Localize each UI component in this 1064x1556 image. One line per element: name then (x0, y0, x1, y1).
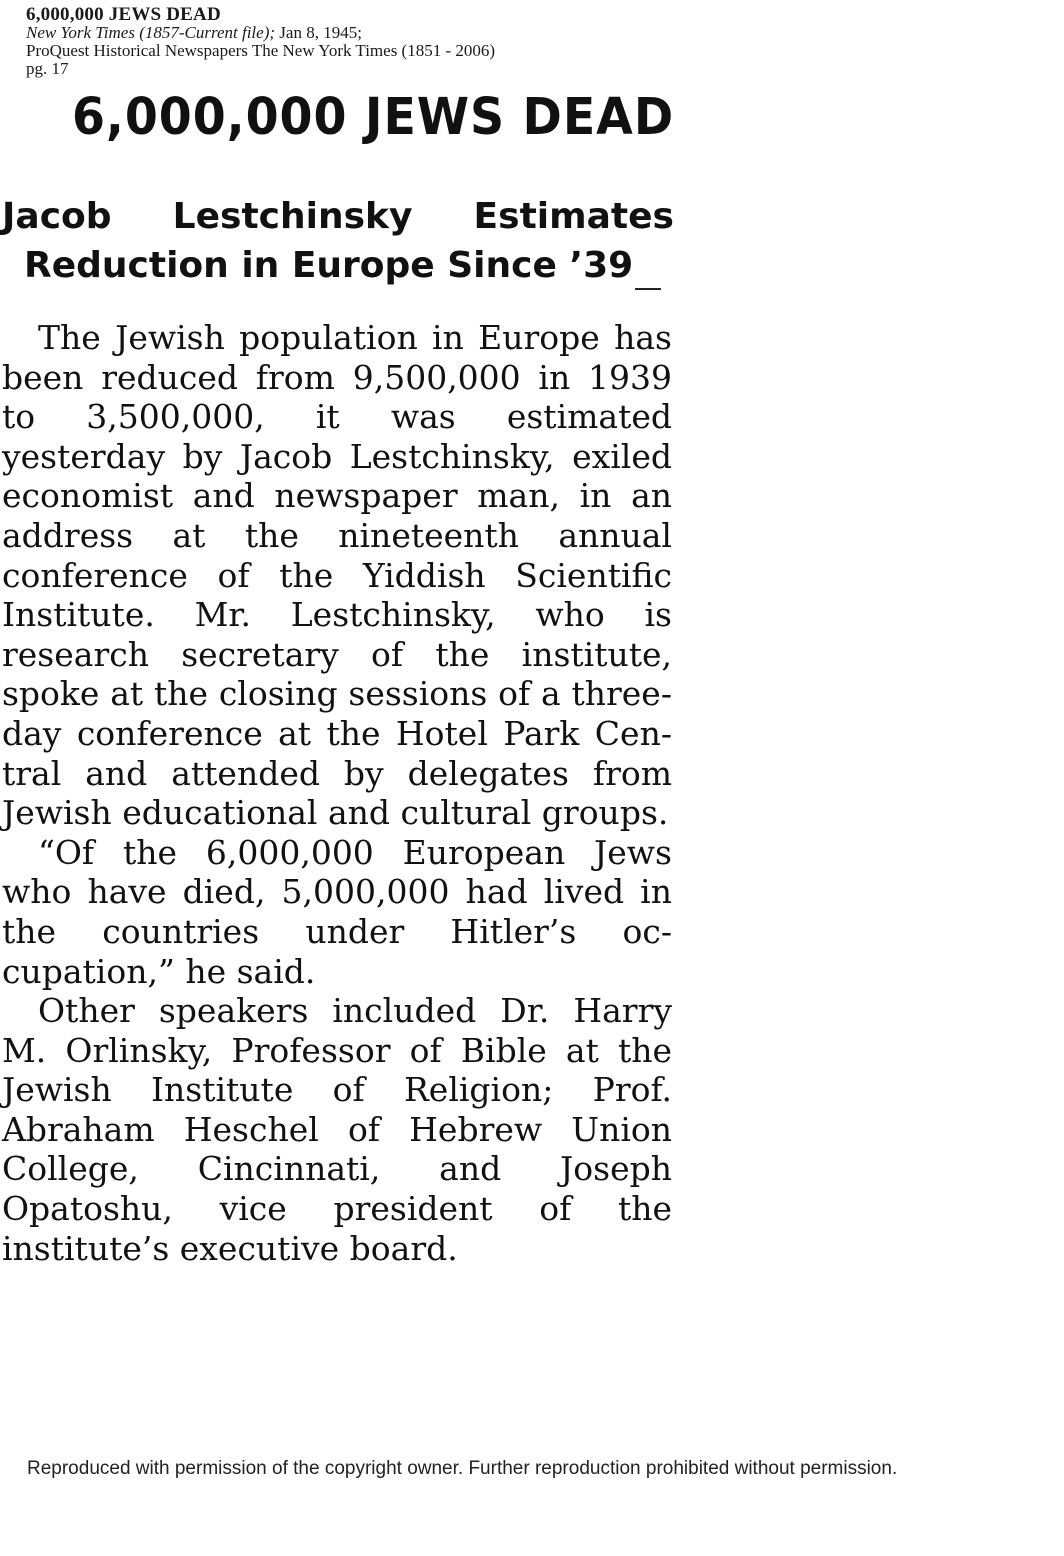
citation-source: New York Times (1857-Current file); (26, 23, 276, 42)
copyright-footer: Reproduced with permission of the copyright owner. Further reproduction prohibited without permission. (27, 1458, 898, 1479)
subheadline-rule (635, 288, 661, 290)
article-body (2, 318, 672, 1268)
subheadline-word: Estimates (473, 196, 674, 237)
citation-title: 6,000,000 JEWS DEAD (26, 4, 221, 25)
article-paragraph: The Jewish population in Europe has been reduced from 9,500,000 in 1939 to 3,500,000, it was estimated yesterday by Jacob Lestchinsky, exiled economist and newspaper man, in an address at the nineteenth annual conference of the Yiddish Scientific Institute. Mr. Lestchinsky, who is research secretary of the institute, spoke at the closing sessions of a three-day conference at the Hotel Park Central and attended by delegates from Jewish educational and cultural groups. (2, 318, 672, 833)
article-paragraph: Other speakers included Dr. Harry M. Orlinsky, Professor of Bible at the Jewish Institute of Religion; Prof. Abraham Heschel of Hebrew Union College, Cincinnati, and Joseph Opatoshu, vice president of the institute’s executive board. (2, 991, 672, 1268)
article-paragraph: “Of the 6,000,000 European Jews who have died, 5,000,000 had lived in the countries under Hitler’s occupation,” he said. (2, 832, 672, 991)
subheadline (2, 192, 680, 290)
subheadline-word: Lestchinsky (172, 196, 413, 237)
citation-source-line (26, 24, 666, 42)
subheadline-word: Jacob (2, 196, 112, 237)
citation-page: pg. 17 (26, 59, 69, 78)
citation-block (26, 6, 666, 78)
headline: 6,000,000 JEWS DEAD (72, 88, 675, 147)
citation-database: ProQuest Historical Newspapers The New York Times (1851 - 2006) (26, 41, 496, 60)
citation-date: Jan 8, 1945; (275, 23, 362, 42)
subheadline-line-2 (2, 241, 680, 290)
subheadline-line-2-text: Reduction in Europe Since ’39 (24, 245, 634, 286)
subheadline-line-1 (2, 192, 674, 241)
